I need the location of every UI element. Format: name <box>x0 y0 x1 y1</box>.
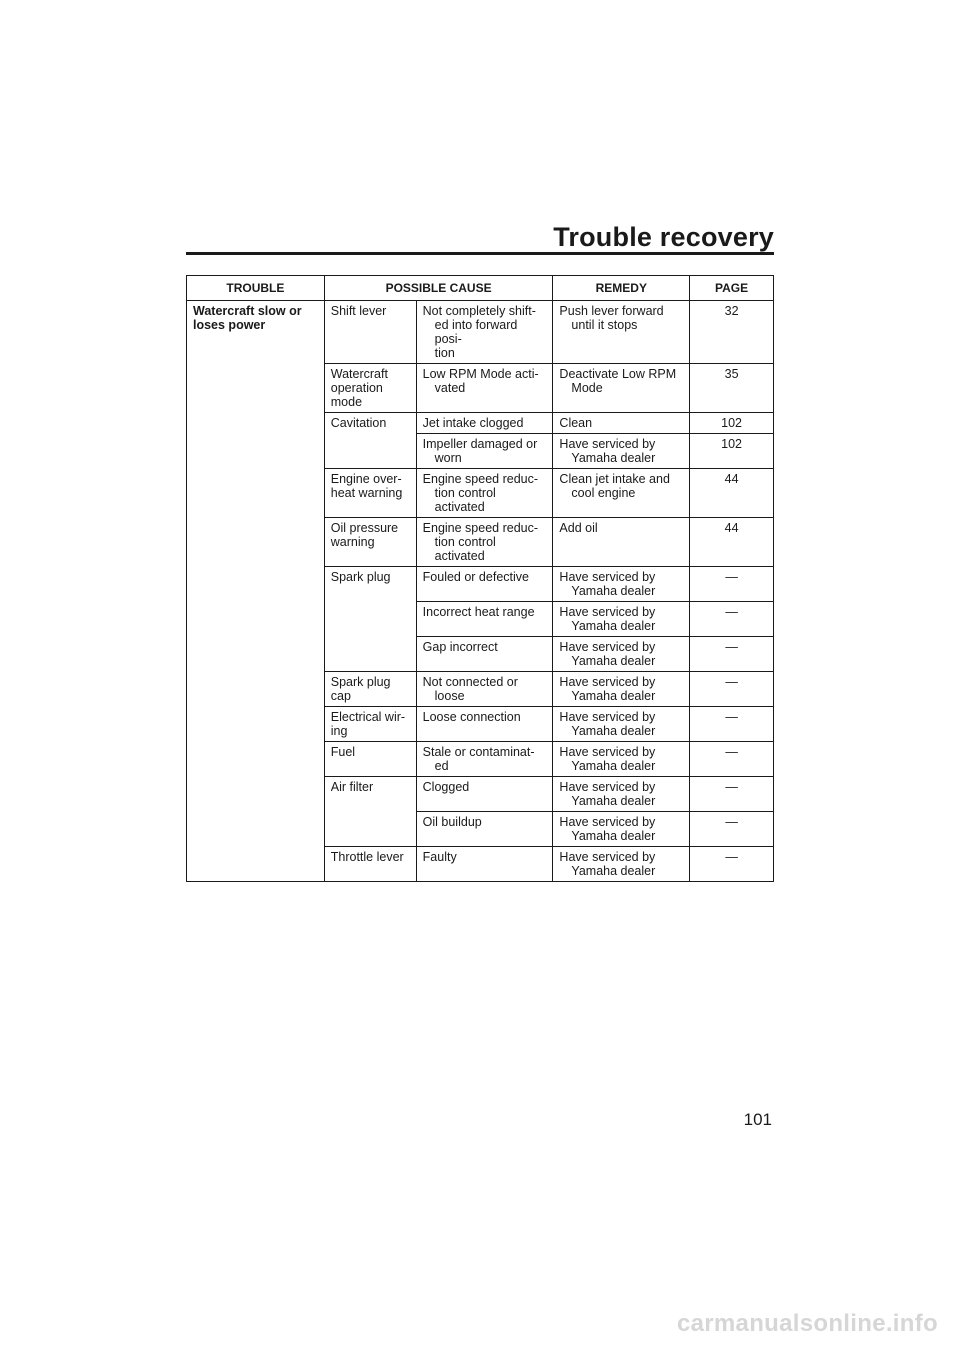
cause-detail-cell <box>416 742 553 777</box>
cell-line: Not completely shift- <box>422 304 536 318</box>
cell-line: Shift lever <box>330 304 387 318</box>
remedy-cell <box>553 742 690 777</box>
cell-line: loose <box>434 689 465 703</box>
cell-line: tion <box>434 346 455 360</box>
remedy-cell <box>553 812 690 847</box>
page-ref-cell: 44 <box>690 469 774 518</box>
cell-line: worn <box>434 451 462 465</box>
cell-line: Air filter <box>330 780 374 794</box>
remedy-cell <box>553 672 690 707</box>
trouble-table <box>186 275 774 882</box>
cell-line: Engine speed reduc- <box>422 472 539 486</box>
cell-line: Have serviced by <box>559 710 656 724</box>
cell-line: Low RPM Mode acti- <box>422 367 539 381</box>
cell-line: Fouled or defective <box>422 570 529 584</box>
page-ref-cell: — <box>690 847 774 882</box>
cell-line: Spark plug <box>330 675 391 689</box>
cell-line: warning <box>330 535 375 549</box>
cause-detail-cell <box>416 301 553 364</box>
cause-detail-cell <box>416 637 553 672</box>
page-ref-cell: — <box>690 672 774 707</box>
cell-line: Loose connection <box>422 710 521 724</box>
page-ref-cell: — <box>690 812 774 847</box>
cell-line: until it stops <box>571 318 638 332</box>
cause-cell <box>324 567 416 672</box>
page-ref-cell: 44 <box>690 518 774 567</box>
cell-line: Clean jet intake and <box>559 472 670 486</box>
cause-detail-cell <box>416 413 553 434</box>
cell-line: Yamaha dealer <box>571 829 656 843</box>
cell-line: heat warning <box>330 486 403 500</box>
header-possible-cause: POSSIBLE CAUSE <box>324 276 553 301</box>
cell-line: Yamaha dealer <box>571 759 656 773</box>
cause-cell <box>324 672 416 707</box>
cause-detail-cell <box>416 812 553 847</box>
cell-line: Yamaha dealer <box>571 724 656 738</box>
cell-line: Yamaha dealer <box>571 619 656 633</box>
cell-line: ed <box>434 759 449 773</box>
cause-detail-cell <box>416 518 553 567</box>
trouble-cell <box>187 301 325 882</box>
cause-detail-cell <box>416 707 553 742</box>
remedy-cell <box>553 707 690 742</box>
cell-line: Impeller damaged or <box>422 437 538 451</box>
cell-line: Yamaha dealer <box>571 794 656 808</box>
cell-line: Clean <box>559 416 593 430</box>
cell-line: Push lever forward <box>559 304 664 318</box>
cause-detail-cell <box>416 434 553 469</box>
cause-cell <box>324 364 416 413</box>
cell-line: loses power <box>193 318 266 332</box>
cell-line: tion control activated <box>434 486 496 514</box>
table-header-row <box>187 276 774 301</box>
cause-cell <box>324 301 416 364</box>
cell-line: Yamaha dealer <box>571 654 656 668</box>
cell-line: Electrical wir- <box>330 710 406 724</box>
title-divider <box>186 252 774 255</box>
cell-line: Gap incorrect <box>422 640 498 654</box>
cause-detail-cell <box>416 602 553 637</box>
cell-line: Have serviced by <box>559 605 656 619</box>
table-body <box>187 301 774 882</box>
remedy-cell <box>553 637 690 672</box>
cell-line: Incorrect heat range <box>422 605 535 619</box>
remedy-cell <box>553 567 690 602</box>
header-page: PAGE <box>690 276 774 301</box>
cell-line: Deactivate Low RPM <box>559 367 677 381</box>
header-remedy: REMEDY <box>553 276 690 301</box>
cell-line: tion control activated <box>434 535 496 563</box>
page-number: 101 <box>743 1110 772 1129</box>
remedy-cell <box>553 434 690 469</box>
cause-cell <box>324 742 416 777</box>
page-ref-cell: — <box>690 707 774 742</box>
cell-line: Clogged <box>422 780 470 794</box>
cause-detail-cell <box>416 567 553 602</box>
remedy-cell <box>553 602 690 637</box>
cell-line: cap <box>330 689 351 703</box>
cell-line: Have serviced by <box>559 640 656 654</box>
cause-cell <box>324 413 416 469</box>
cell-line: Add oil <box>559 521 598 535</box>
page-ref-cell: 102 <box>690 434 774 469</box>
page-ref-cell: — <box>690 777 774 812</box>
page-ref-cell: — <box>690 567 774 602</box>
cause-cell <box>324 518 416 567</box>
cell-line: Have serviced by <box>559 437 656 451</box>
remedy-cell <box>553 301 690 364</box>
page-title: Trouble recovery <box>553 222 774 252</box>
watermark: carmanualsonline.info <box>676 1310 938 1337</box>
cause-detail-cell <box>416 847 553 882</box>
cell-line: Jet intake clogged <box>422 416 524 430</box>
cell-line: Faulty <box>422 850 457 864</box>
page-ref-cell: 32 <box>690 301 774 364</box>
cause-detail-cell <box>416 364 553 413</box>
remedy-cell <box>553 847 690 882</box>
cause-cell <box>324 707 416 742</box>
cell-line: Yamaha dealer <box>571 451 656 465</box>
remedy-cell <box>553 413 690 434</box>
remedy-cell <box>553 777 690 812</box>
table-row <box>187 301 774 364</box>
cause-cell <box>324 469 416 518</box>
cell-line: Have serviced by <box>559 780 656 794</box>
cell-line: cool engine <box>571 486 636 500</box>
cause-detail-cell <box>416 672 553 707</box>
cell-line: Not connected or <box>422 675 518 689</box>
cell-line: Have serviced by <box>559 570 656 584</box>
cell-line: Engine over- <box>330 472 402 486</box>
cell-line: Watercraft <box>330 367 388 381</box>
cell-line: Oil pressure <box>330 521 399 535</box>
cell-line: Have serviced by <box>559 675 656 689</box>
cell-line: Have serviced by <box>559 745 656 759</box>
header-trouble: TROUBLE <box>187 276 325 301</box>
page-ref-cell: 102 <box>690 413 774 434</box>
cell-line: Stale or contaminat- <box>422 745 535 759</box>
cell-line: Yamaha dealer <box>571 864 656 878</box>
cause-cell <box>324 847 416 882</box>
cell-line: Yamaha dealer <box>571 584 656 598</box>
page-ref-cell: 35 <box>690 364 774 413</box>
cell-line: Have serviced by <box>559 815 656 829</box>
cause-detail-cell <box>416 469 553 518</box>
cell-line: Cavitation <box>330 416 387 430</box>
cell-line: Have serviced by <box>559 850 656 864</box>
page-ref-cell: — <box>690 602 774 637</box>
page-ref-cell: — <box>690 742 774 777</box>
cell-line: Spark plug <box>330 570 391 584</box>
cause-cell <box>324 777 416 847</box>
remedy-cell <box>553 364 690 413</box>
cause-detail-cell <box>416 777 553 812</box>
cell-line: Yamaha dealer <box>571 689 656 703</box>
cell-line: Oil buildup <box>422 815 482 829</box>
page-ref-cell: — <box>690 637 774 672</box>
remedy-cell <box>553 469 690 518</box>
remedy-cell <box>553 518 690 567</box>
cell-line: Watercraft slow or <box>193 304 302 318</box>
cell-line: Throttle lever <box>330 850 404 864</box>
cell-line: operation <box>330 381 383 395</box>
cell-line: ing <box>330 724 348 738</box>
cell-line: mode <box>330 395 363 409</box>
cell-line: Mode <box>571 381 603 395</box>
cell-line: ed into forward posi- <box>434 318 518 346</box>
cell-line: Fuel <box>330 745 356 759</box>
cell-line: vated <box>434 381 466 395</box>
cell-line: Engine speed reduc- <box>422 521 539 535</box>
